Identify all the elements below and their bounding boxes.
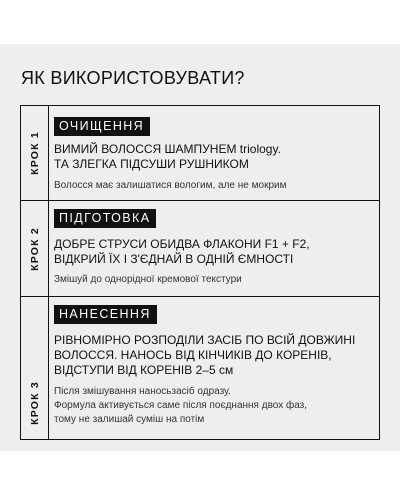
card-divider	[48, 297, 49, 439]
step-card-2	[20, 200, 380, 297]
step-note	[54, 385, 367, 427]
step-number: КРОК 3	[28, 381, 41, 425]
step-note	[54, 273, 367, 287]
instruction-line: ВІДСТУПИ ВІД КОРЕНІВ 2–5 см	[54, 363, 234, 377]
note-line: Волосся має залишатися вологим, але не мокрим	[54, 180, 287, 191]
instruction-line: РІВНОМІРНО РОЗПОДІЛИ ЗАСІБ ПО ВСІЙ ДОВЖИНІ	[54, 333, 356, 347]
step-instruction	[54, 237, 367, 267]
step-instruction	[54, 142, 367, 172]
step-heading-badge: ПІДГОТОВКА	[54, 209, 156, 228]
step-instruction	[54, 333, 367, 378]
step-label	[21, 297, 48, 439]
step-note	[54, 179, 367, 193]
step-label	[21, 201, 48, 296]
step-card-1	[20, 105, 380, 201]
step-number: КРОК 2	[28, 226, 41, 271]
note-line: тому не залишай суміш на потім	[54, 414, 205, 425]
step-heading-badge: НАНЕСЕННЯ	[54, 305, 157, 324]
note-line: Формула активується саме після поєднання двох фаз,	[54, 400, 308, 411]
card-divider	[48, 106, 49, 200]
page-title: ЯК ВИКОРИСТОВУВАТИ?	[21, 68, 245, 88]
instruction-line: ДОБРЕ СТРУСИ ОБИДВА ФЛАКОНИ F1 + F2,	[54, 237, 310, 251]
instruction-line: ТА ЗЛЕГКА ПІДСУШИ РУШНИКОМ	[54, 157, 249, 171]
instruction-line: ВІДКРИЙ ЇХ І З'ЄДНАЙ В ОДНІЙ ЄМНОСТІ	[54, 252, 294, 266]
note-line: Після змішування наносьзасіб одразу.	[54, 386, 231, 397]
note-line: Змішуй до однорідної кремової текстури	[54, 274, 242, 285]
card-divider	[48, 201, 49, 296]
instruction-line: ВОЛОССЯ. НАНОСЬ ВІД КІНЧИКІВ ДО КОРЕНІВ,	[54, 348, 332, 362]
step-number: КРОК 1	[28, 131, 41, 175]
instruction-line: ВИМИЙ ВОЛОССЯ ШАМПУНЕМ triology.	[54, 142, 281, 156]
step-card-3	[20, 296, 380, 440]
step-label	[21, 106, 48, 200]
step-heading-badge: ОЧИЩЕННЯ	[54, 117, 150, 136]
